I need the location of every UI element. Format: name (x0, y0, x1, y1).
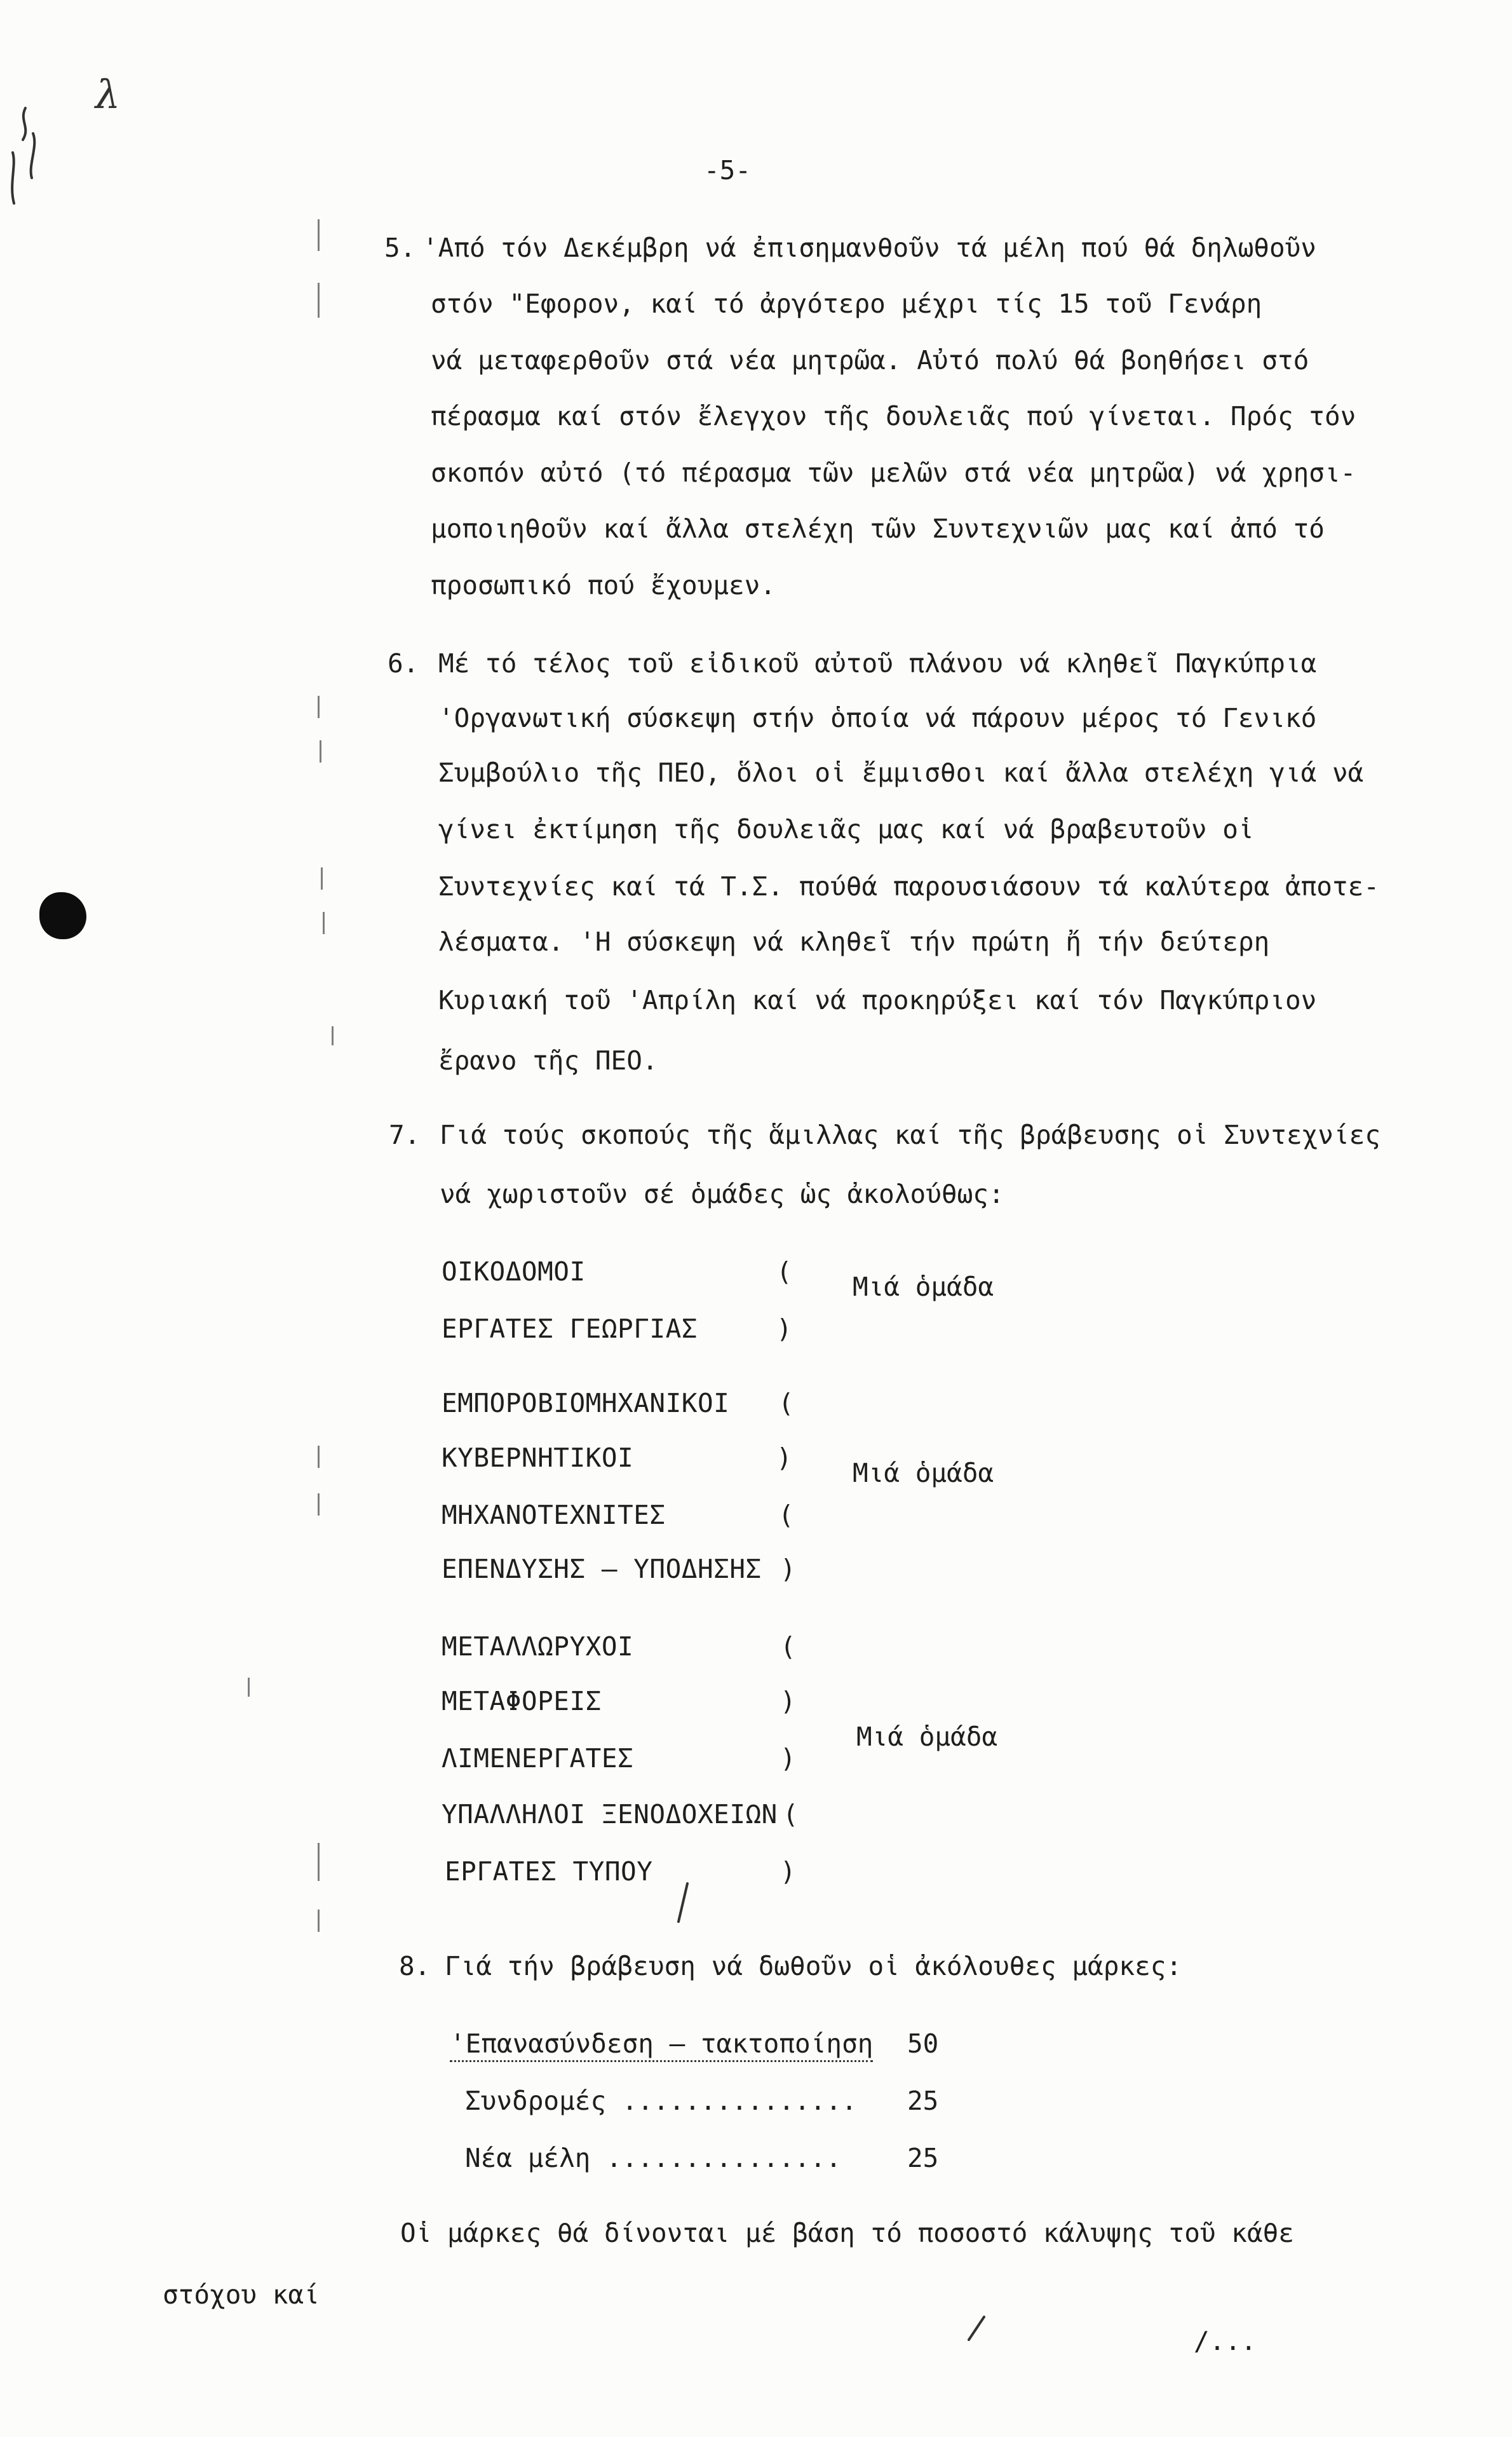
union-name: ΕΡΓΑΤΕΣ ΓΕΩΡΓΙΑΣ (442, 1314, 698, 1344)
margin-mark (318, 219, 320, 251)
union-name: ΜΕΤΑΦΟΡΕΙΣ (442, 1686, 602, 1716)
paragraph-line: Μέ τό τέλος τοῦ εἰδικοῦ αὐτοῦ πλάνου νά κληθεῖ Παγκύπρια (438, 648, 1317, 679)
group-bracket: ) (780, 1686, 796, 1716)
margin-mark (318, 1910, 320, 1932)
union-name: ΕΠΕΝΔΥΣΗΣ – ΥΠΟΔΗΣΗΣ (442, 1554, 762, 1584)
continued-marker: /... (1194, 2326, 1257, 2356)
union-name: ΜΗΧΑΝΟΤΕΧΝΙΤΕΣ (442, 1500, 666, 1530)
margin-mark (318, 1446, 320, 1468)
group-bracket: ( (780, 1631, 796, 1662)
paragraph-line: Συμβούλιο τῆς ΠΕΟ, ὅλοι οἱ ἔμμισθοι καί ἄλλα στελέχη γιά νά (438, 757, 1364, 788)
group-bracket: ( (776, 1256, 792, 1287)
mark-value: 50 (907, 2028, 939, 2059)
margin-mark (318, 696, 320, 718)
union-name: ΛΙΜΕΝΕΡΓΑΤΕΣ (442, 1743, 634, 1774)
mark-label: Συνδρομές ............... (465, 2086, 858, 2116)
group-bracket: ) (780, 1856, 796, 1887)
union-name: ΕΜΠΟΡΟΒΙΟΜΗΧΑΝΙΚΟΙ (442, 1388, 730, 1418)
group-label: Μιά ὁμάδα (853, 1272, 994, 1302)
margin-mark (332, 1026, 334, 1045)
group-bracket: ) (780, 1743, 796, 1774)
paragraph-line: ἔρανο τῆς ΠΕΟ. (438, 1045, 658, 1076)
paragraph-line: προσωπικό πού ἔχουμεν. (431, 570, 776, 601)
item-number: 8. (399, 1951, 431, 1981)
mark-label: Νέα μέλη ............... (465, 2143, 842, 2173)
paragraph-line: λέσματα. 'Η σύσκεψη νά κληθεῖ τήν πρώτη ἤ τήν δεύτερη (438, 927, 1270, 957)
paragraph-line: σκοπόν αὐτό (τό πέρασμα τῶν μελῶν στά νέα μητρῶα) νά χρησι- (431, 458, 1356, 488)
item-number: 5. (384, 233, 416, 263)
paragraph-line: νά χωριστοῦν σέ ὁμάδες ὡς ἀκολούθως: (440, 1179, 1004, 1209)
continuation-text: στόχου καί (163, 2279, 320, 2310)
paragraph-line: νά μεταφερθοῦν στά νέα μητρῶα. Αὐτό πολύ θά βοηθήσει στό (431, 345, 1309, 376)
group-label: Μιά ὁμάδα (856, 1721, 998, 1752)
handwritten-slash (962, 2313, 988, 2345)
handwritten-stroke (0, 95, 76, 235)
group-bracket: ) (776, 1314, 792, 1344)
margin-mark (248, 1678, 250, 1697)
item-number: 6. (388, 648, 419, 679)
mark-label-text: 'Επανασύνδεση – τακτοποίηση (450, 2028, 873, 2062)
page-number: -5- (704, 155, 752, 186)
union-name: ΚΥΒΕΡΝΗΤΙΚΟΙ (442, 1443, 634, 1473)
item-number: 7. (389, 1120, 421, 1150)
paragraph-line: πέρασμα καί στόν ἔλεγχον τῆς δουλειᾶς πού γίνεται. Πρός τόν (431, 401, 1356, 431)
handwritten-marginal-note: λ (95, 71, 121, 118)
margin-mark (320, 740, 321, 763)
paragraph-line: Γιά τήν βράβευση νά δωθοῦν οἱ ἀκόλουθες μάρκες: (445, 1951, 1182, 1981)
paragraph-line: μοποιηθοῦν καί ἄλλα στελέχη τῶν Συντεχνιῶν μας καί ἀπό τό (431, 513, 1325, 544)
paragraph-line: Οἱ μάρκες θά δίνονται μέ βάση τό ποσοστό κάλυψης τοῦ κάθε (400, 2218, 1294, 2248)
mark-value: 25 (907, 2086, 939, 2116)
margin-mark (318, 1493, 320, 1516)
paragraph-line: 'Οργανωτική σύσκεψη στήν ὁποία νά πάρουν μέρος τό Γενικό (438, 703, 1317, 733)
mark-label (450, 2028, 873, 2060)
margin-mark (323, 912, 325, 934)
union-name: ΜΕΤΑΛΛΩΡΥΧΟΙ (442, 1631, 634, 1662)
paragraph-line: 'Από τόν Δεκέμβρη νά ἐπισημανθοῦν τά μέλη πού θά δηλωθοῦν (422, 233, 1316, 263)
group-label: Μιά ὁμάδα (853, 1458, 994, 1488)
paragraph-line: Συντεχνίες καί τά Τ.Σ. πούθά παρουσιάσουν τά καλύτερα ἀποτε- (438, 871, 1380, 902)
group-bracket: ( (778, 1388, 794, 1418)
group-bracket: ( (778, 1500, 794, 1530)
paragraph-line: Γιά τούς σκοπούς τῆς ἅμιλλας καί τῆς βράβευσης οἱ Συντεχνίες (440, 1120, 1381, 1150)
margin-mark (318, 283, 320, 318)
group-bracket: ) (776, 1443, 792, 1473)
paragraph-line: γίνει ἐκτίμηση τῆς δουλειᾶς μας καί νά βραβευτοῦν οἱ (438, 814, 1254, 845)
punch-hole-mark (39, 892, 86, 939)
mark-value: 25 (907, 2143, 939, 2173)
union-name: ΕΡΓΑΤΕΣ ΤΥΠΟΥ (445, 1856, 653, 1887)
union-name: ΥΠΑΛΛΗΛΟΙ ΞΕΝΟΔΟΧΕΙΩΝ (442, 1799, 778, 1829)
handwritten-slash (673, 1881, 692, 1925)
margin-mark (318, 1843, 320, 1881)
union-name: ΟΙΚΟΔΟΜΟΙ (442, 1256, 586, 1287)
group-bracket: ( (783, 1799, 799, 1829)
margin-mark (321, 867, 323, 890)
paragraph-line: στόν "Εφορον, καί τό ἀργότερο μέχρι τίς 15 τοῦ Γενάρη (431, 289, 1262, 319)
group-bracket: ) (780, 1554, 796, 1584)
paragraph-line: Κυριακή τοῦ 'Απρίλη καί νά προκηρύξει καί τόν Παγκύπριον (438, 985, 1317, 1015)
